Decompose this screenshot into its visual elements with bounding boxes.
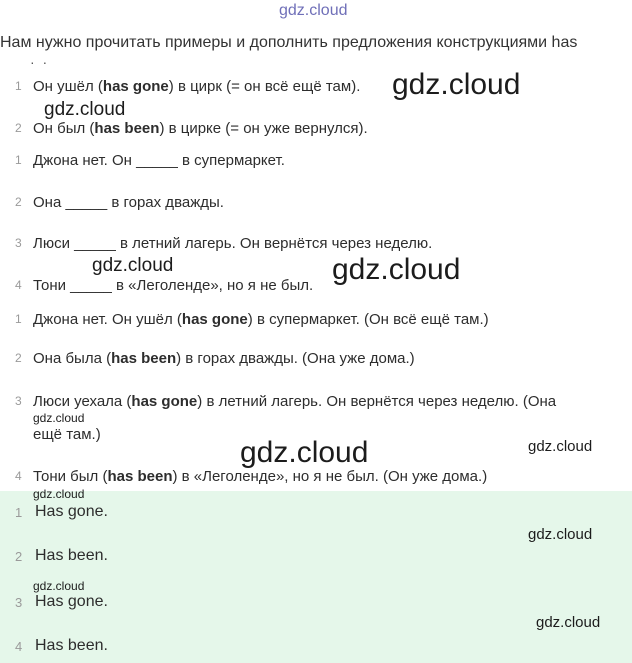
watermark: gdz.cloud xyxy=(92,255,174,276)
answer-number: 2 xyxy=(15,549,23,564)
intro-text: Нам нужно прочитать примеры и дополнить предложения конструкциями has xyxy=(0,34,578,51)
task-text: Тони _____ в «Леголенде», но я не был. xyxy=(33,277,314,294)
answer-number: 1 xyxy=(15,505,23,520)
translation-number: 3 xyxy=(15,394,22,408)
example-text: Он был ( xyxy=(33,120,95,137)
translation-number: 4 xyxy=(15,469,22,483)
example-number: 2 xyxy=(15,121,22,135)
translation-bold: has been xyxy=(111,350,177,367)
watermark: gdz.cloud xyxy=(528,438,593,455)
translation-text: ещё там.) xyxy=(33,426,101,443)
task-number: 2 xyxy=(15,195,22,209)
watermark: gdz.cloud xyxy=(33,487,85,501)
answer-text: Has gone. xyxy=(35,503,108,520)
answer-number: 3 xyxy=(15,595,23,610)
answer-number: 4 xyxy=(15,639,23,654)
watermark: gdz.cloud xyxy=(332,253,461,286)
example-text: Он ушёл ( xyxy=(33,78,103,95)
translation-text: ) в горах дважды. (Она уже дома.) xyxy=(176,350,415,367)
translation-text: Джона нет. Он ушёл ( xyxy=(33,311,182,328)
translation-text: Тони был ( xyxy=(33,468,108,485)
task-text: Люси _____ в летний лагерь. Он вернётся через неделю. xyxy=(33,235,433,252)
answer-text: Has gone. xyxy=(35,593,108,610)
task-text: Она _____ в горах дважды. xyxy=(33,194,224,211)
translation-bold: has gone xyxy=(181,311,248,328)
watermark: gdz.cloud xyxy=(33,411,85,425)
answer-text: Has been. xyxy=(35,547,108,564)
translation-number: 2 xyxy=(15,351,22,365)
watermark: gdz.cloud xyxy=(240,436,369,469)
translation-text: Она была ( xyxy=(33,350,112,367)
watermark: gdz.cloud xyxy=(536,614,601,631)
translation-number: 1 xyxy=(15,312,22,326)
translation-bold: has gone xyxy=(131,393,198,410)
example-bold: has gone xyxy=(102,78,169,95)
example-text: ) в цирке (= он уже вернулся). xyxy=(159,120,368,137)
watermark: gdz.cloud xyxy=(44,99,126,120)
translation-text: ) в «Леголенде», но я не был. (Он уже дома.) xyxy=(172,468,488,485)
example-bold: has been xyxy=(94,120,160,137)
task-number: 4 xyxy=(15,278,22,292)
translation-text: Люси уехала ( xyxy=(33,393,132,410)
example-number: 1 xyxy=(15,79,22,93)
watermark: gdz.cloud xyxy=(392,68,521,101)
task-number: 1 xyxy=(15,153,22,167)
watermark: gdz.cloud xyxy=(528,526,593,543)
translation-text: ) в летний лагерь. Он вернётся через неделю. (Она xyxy=(197,393,557,410)
answer-text: Has been. xyxy=(35,637,108,654)
translation-text: ) в супермаркет. (Он всё ещё там.) xyxy=(247,311,489,328)
task-number: 3 xyxy=(15,236,22,250)
watermark: gdz.cloud xyxy=(33,579,85,593)
intro-cut-text: · · xyxy=(30,54,50,70)
task-text: Джона нет. Он _____ в супермаркет. xyxy=(33,152,285,169)
example-text: ) в цирк (= он всё ещё там). xyxy=(168,78,361,95)
header-watermark: gdz.cloud xyxy=(279,2,348,19)
translation-bold: has been xyxy=(107,468,173,485)
